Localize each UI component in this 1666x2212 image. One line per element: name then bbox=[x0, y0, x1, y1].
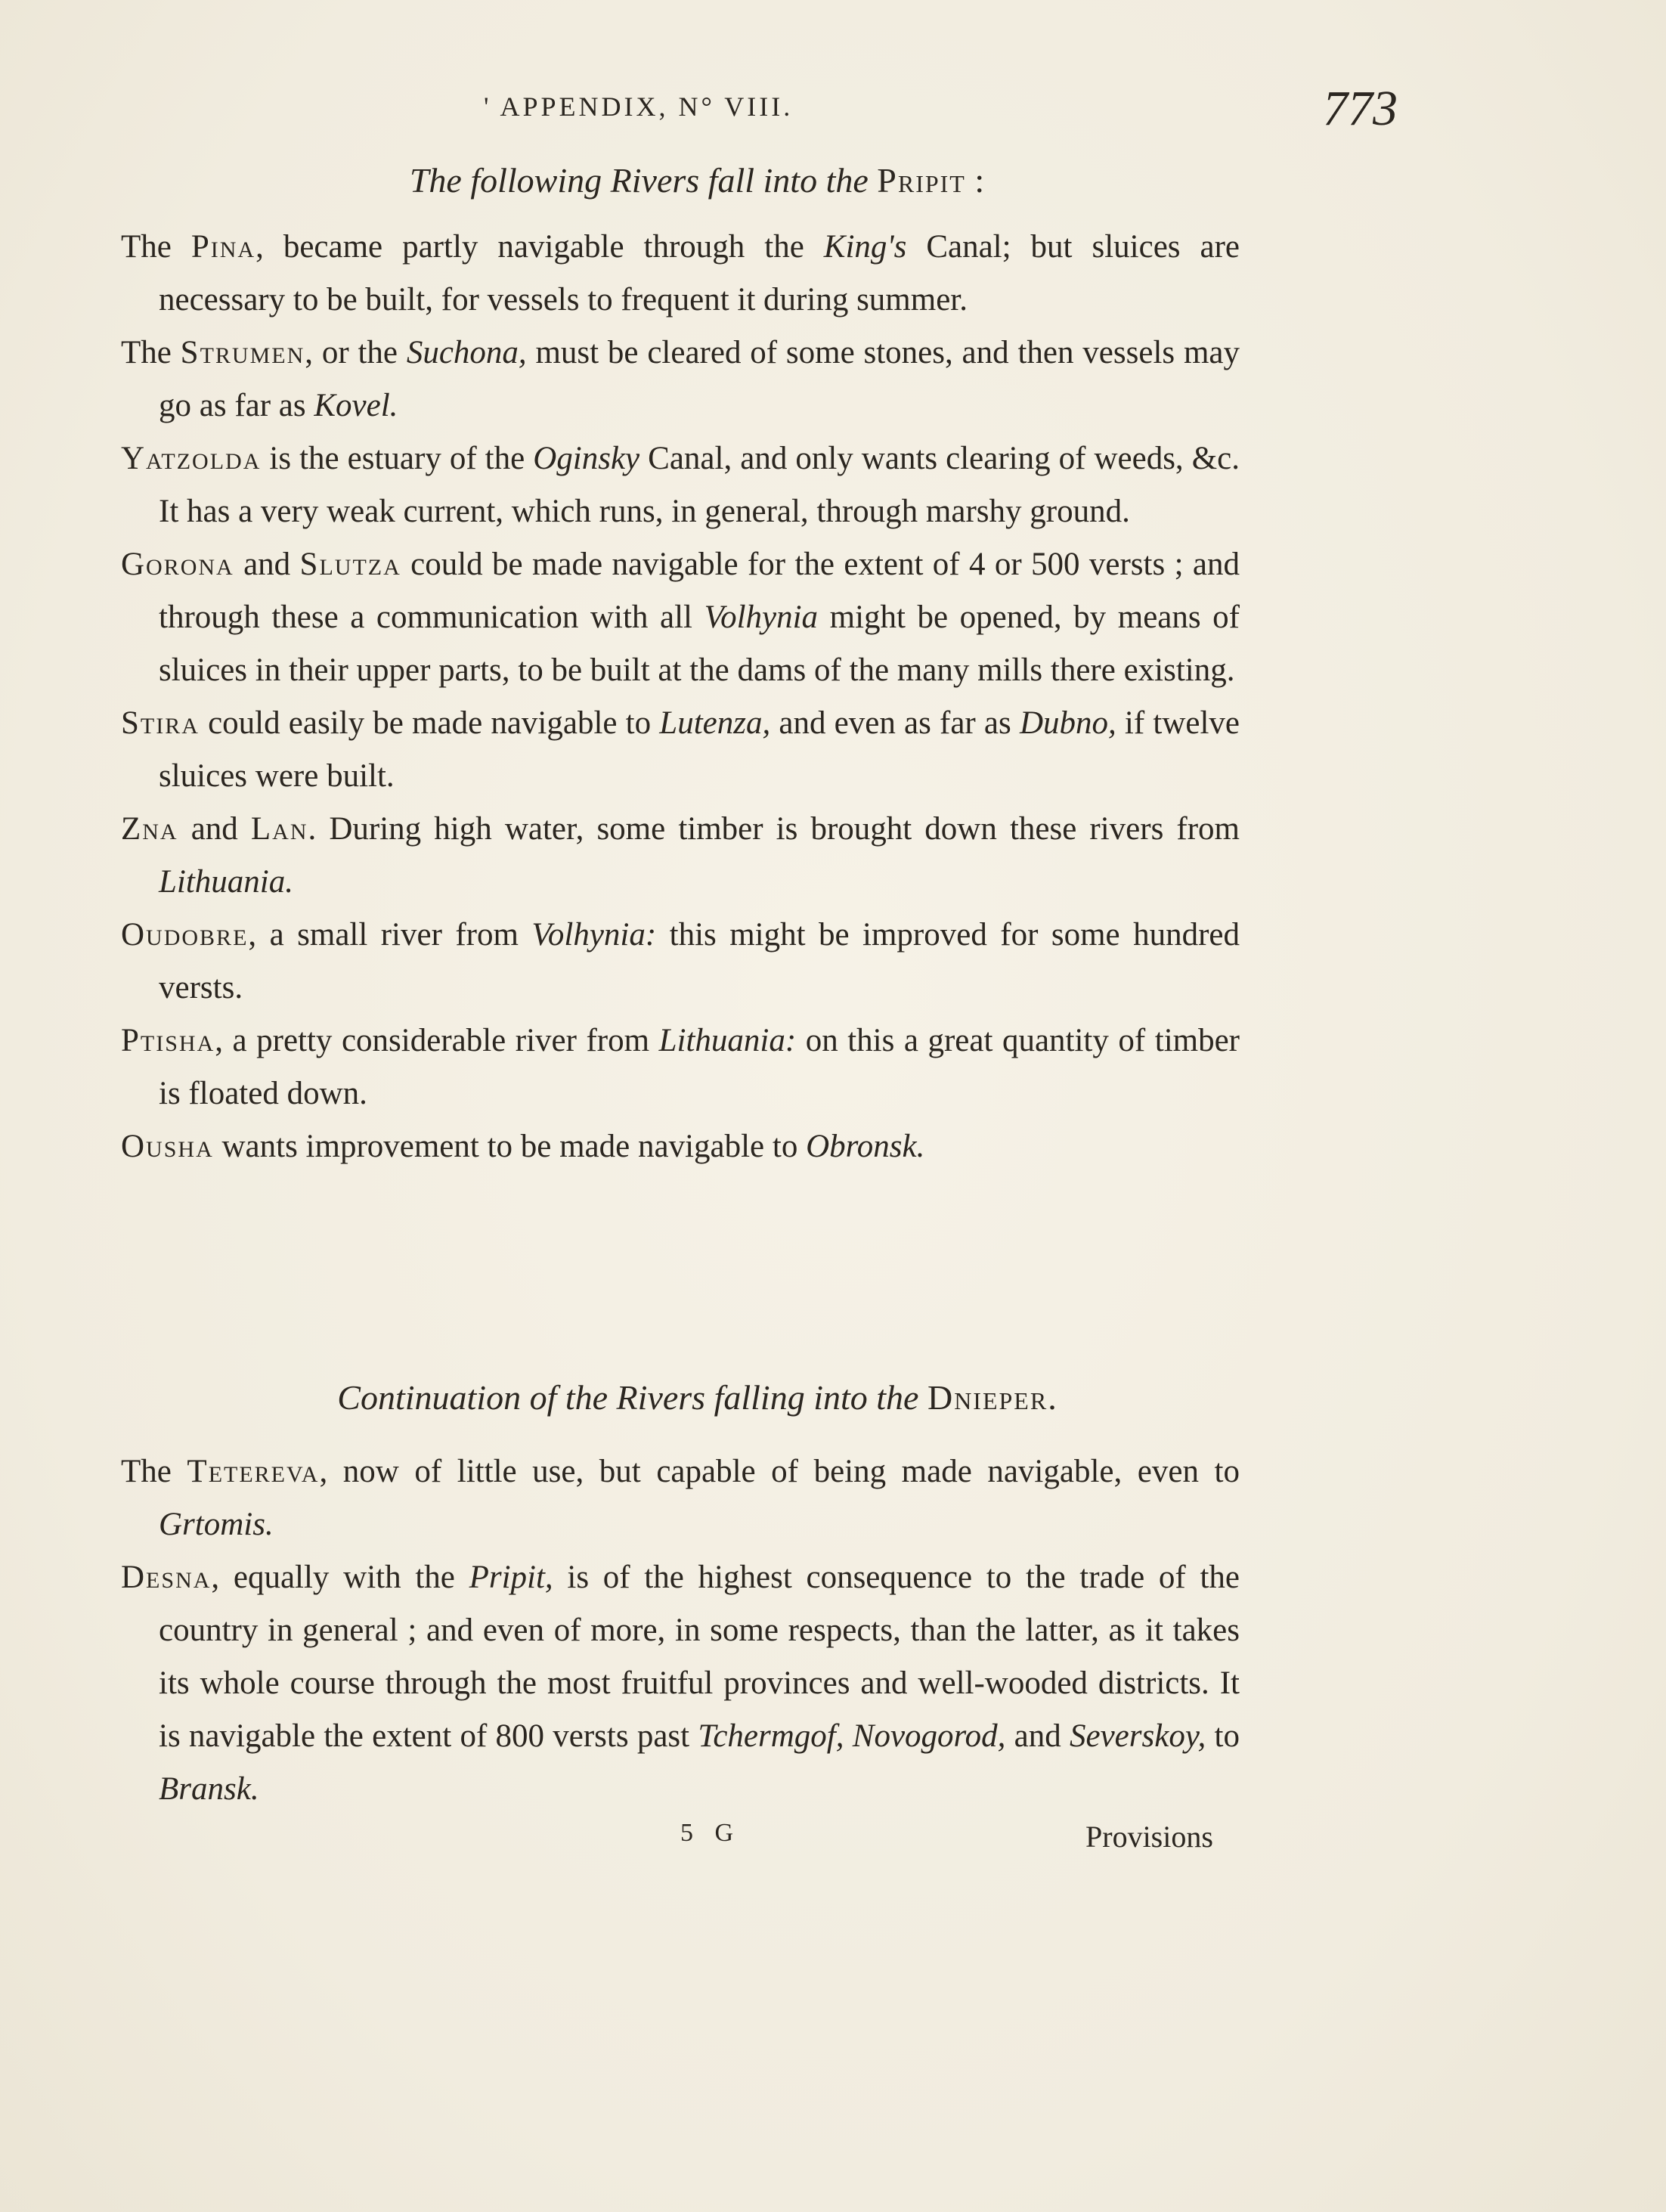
entry-italic: Bransk. bbox=[159, 1771, 259, 1807]
river-name: Gorona bbox=[121, 547, 234, 582]
entry-italic: Novogorod, bbox=[852, 1718, 1006, 1754]
entry-italic: Oginsky bbox=[533, 441, 640, 476]
river-name: Yatzolda bbox=[121, 441, 262, 476]
entry-italic: Kovel. bbox=[314, 388, 398, 423]
entry-gorona-slutza bbox=[121, 538, 1240, 697]
river-name: Oudobre bbox=[121, 917, 249, 953]
entry-italic: Volhynia bbox=[704, 599, 819, 635]
entry-italic: Lithuania. bbox=[159, 864, 294, 900]
entry-text: could be made navigable for the extent of 4 or 500 versts ; and through these a communication with all bbox=[159, 547, 1240, 635]
river-name: Stira bbox=[121, 705, 200, 741]
entry-text: and even as far as bbox=[770, 705, 1020, 741]
entry-yatzolda bbox=[121, 432, 1240, 538]
section-heading-pripit bbox=[0, 160, 1530, 200]
entry-text: could easily be made navigable to bbox=[199, 705, 660, 741]
entry-ptisha bbox=[121, 1015, 1240, 1120]
entry-text: . During high water, some timber is brought down these rivers from bbox=[308, 811, 1240, 847]
heading-italic-text: The following Rivers fall into the bbox=[409, 161, 869, 200]
river-name: Pina bbox=[190, 229, 256, 265]
entry-text: might be opened, by means of sluices in their upper parts, to be built at the dams of the many mills there existing. bbox=[159, 599, 1240, 688]
entry-text: on this a great quantity of timber is floated down. bbox=[159, 1023, 1240, 1111]
heading-river-name: Pripit bbox=[877, 161, 966, 200]
entry-italic: Pripit, bbox=[469, 1560, 553, 1595]
section-heading-dnieper bbox=[0, 1377, 1530, 1417]
entry-prefix: The bbox=[121, 335, 181, 370]
entry-text: Canal, and only wants clearing of weeds, &c. It has a very weak current, which runs, in general, through marshy ground. bbox=[159, 441, 1240, 529]
entry-text: and bbox=[234, 547, 300, 582]
heading-river-name: Dnieper bbox=[927, 1378, 1048, 1417]
entry-pina bbox=[121, 221, 1240, 327]
entry-text: and bbox=[1005, 1718, 1070, 1754]
river-name: Ptisha bbox=[121, 1023, 215, 1058]
entry-text: this might be improved for some hundred versts. bbox=[159, 917, 1240, 1005]
entry-text: is the estuary of the bbox=[261, 441, 534, 476]
heading-italic-text: Continuation of the Rivers falling into the bbox=[337, 1378, 919, 1417]
entry-text: , a pretty considerable river from bbox=[215, 1023, 659, 1058]
entry-strumen bbox=[121, 327, 1240, 432]
river-entries-dnieper bbox=[121, 1445, 1240, 1816]
entry-text: to bbox=[1206, 1718, 1240, 1754]
entry-text: , a small river from bbox=[248, 917, 532, 953]
entry-text: Canal; but sluices are necessary to be built, for vessels to frequent it during summer. bbox=[159, 229, 1240, 318]
entry-text: , equally with the bbox=[211, 1560, 469, 1595]
catchword: Provisions bbox=[1085, 1820, 1213, 1854]
entry-italic: Volhynia: bbox=[531, 917, 657, 953]
entry-italic: Tchermgof, bbox=[698, 1718, 844, 1754]
page-number: 773 bbox=[1323, 81, 1398, 136]
running-head bbox=[0, 81, 1666, 136]
entry-italic: Grtomis. bbox=[159, 1507, 274, 1542]
entry-prefix: The bbox=[121, 1454, 187, 1489]
entry-text: wants improvement to be made navigable to bbox=[213, 1129, 807, 1164]
entry-stira bbox=[121, 697, 1240, 803]
entry-text: , now of little use, but capable of being made navigable, even to bbox=[319, 1454, 1240, 1489]
entry-italic: Dubno, bbox=[1019, 705, 1116, 741]
entry-italic: Lithuania: bbox=[658, 1023, 797, 1058]
river-name: Ousha bbox=[121, 1129, 214, 1164]
entry-italic: Severskoy, bbox=[1070, 1718, 1206, 1754]
river-name: Tetereva bbox=[187, 1454, 320, 1489]
entry-text: , became partly navigable through the bbox=[255, 229, 824, 265]
entry-desna bbox=[121, 1551, 1240, 1816]
entry-italic: Suchona, bbox=[406, 335, 527, 370]
river-name: Slutza bbox=[299, 547, 401, 582]
entry-prefix: The bbox=[121, 229, 191, 265]
running-title: ' APPENDIX, N° VIII. bbox=[484, 91, 794, 122]
signature-mark: 5 G bbox=[680, 1819, 742, 1847]
river-name: Lan bbox=[250, 811, 308, 847]
entry-text bbox=[844, 1718, 853, 1754]
entry-italic: Lutenza, bbox=[659, 705, 771, 741]
entry-tetereva bbox=[121, 1445, 1240, 1551]
entry-ousha bbox=[121, 1120, 1240, 1173]
entry-zna-lan bbox=[121, 803, 1240, 909]
entry-text: must be cleared of some stones, and then vessels may go as far as bbox=[159, 335, 1240, 423]
river-name: Zna bbox=[121, 811, 178, 847]
entry-text: if twelve sluices were built. bbox=[159, 705, 1240, 794]
entry-italic: King's bbox=[823, 229, 907, 265]
entry-italic: Obronsk. bbox=[806, 1129, 925, 1164]
entry-text: , or the bbox=[305, 335, 407, 370]
entry-oudobre bbox=[121, 909, 1240, 1015]
heading-punct: : bbox=[965, 161, 985, 200]
river-name: Desna bbox=[121, 1560, 212, 1595]
river-name: Strumen bbox=[180, 335, 305, 370]
river-entries-pripit bbox=[121, 221, 1240, 1173]
page-footer bbox=[0, 1819, 1666, 1864]
heading-punct: . bbox=[1048, 1378, 1057, 1417]
entry-text: is of the highest consequence to the trade of the country in general ; and even of more, in some respects, than the latter, as it takes its whole course through the most fruitful provinces and well-wooded districts. It is navigable the extent of 800 versts past bbox=[159, 1560, 1240, 1754]
entry-text: and bbox=[178, 811, 251, 847]
